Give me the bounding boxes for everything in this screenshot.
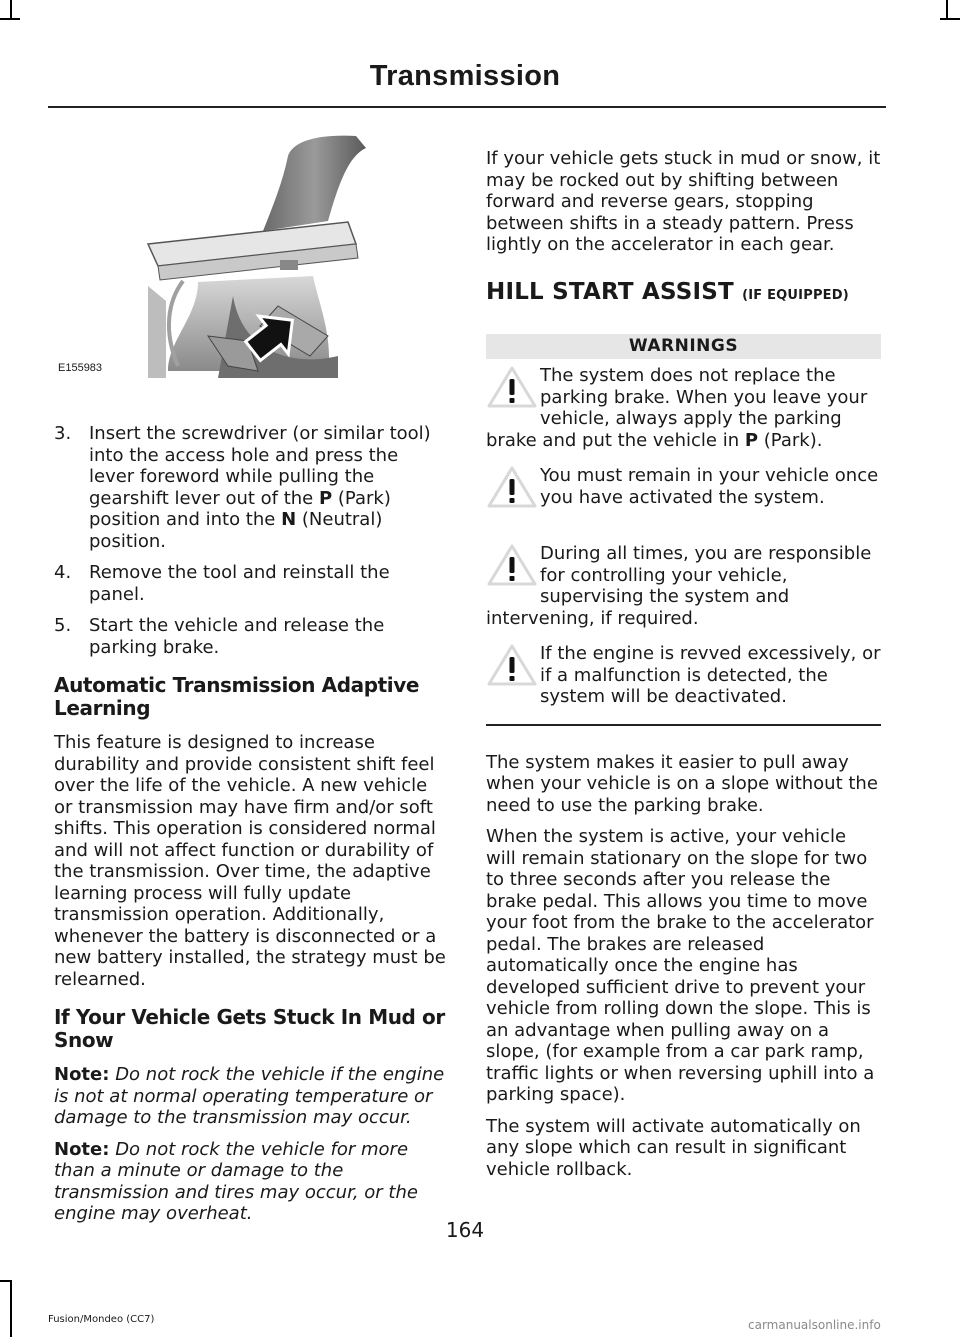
warnings-divider	[486, 724, 881, 726]
step-number: 3.	[54, 423, 72, 444]
warning-text-part: (Park).	[758, 429, 823, 451]
note-text: Do not rock the vehicle if the engine is not at normal operating temperature or damage to the transmission may occur.	[54, 1064, 445, 1128]
list-item	[54, 562, 449, 605]
warning-item	[486, 465, 881, 529]
crop-mark	[940, 18, 960, 20]
procedure-steps	[54, 423, 449, 658]
warning-triangle-icon	[486, 643, 538, 687]
adaptive-learning-heading: Automatic Transmission Adaptive Learning	[54, 673, 420, 720]
crop-mark	[0, 1280, 12, 1282]
warnings-header: WARNINGS	[486, 334, 881, 359]
step-text-part: (Park) position and into the	[89, 487, 391, 530]
warning-text-part: The system does not replace the parking brake. When you leave your vehicle, always apply the parking brake and put the vehicle in	[486, 365, 868, 451]
stuck-heading: If Your Vehicle Gets Stuck In Mud or Snow	[54, 1005, 445, 1052]
crop-mark	[10, 0, 12, 20]
section-title-suffix: (IF EQUIPPED)	[742, 287, 849, 303]
warning-triangle-icon	[486, 543, 538, 587]
body-paragraph: When the system is active, your vehicle will remain stationary on the slope for two to three seconds after you release the brake pedal. This allows you time to move your foot from the brake to the accelerator pedal. The brakes are released automatically once the engine has developed sufficient drive to prevent your vehicle from rolling down the slope. This is an advantage when pulling away on a slope, (for example from a car park ramp, traffic lights or when reversing uphill into a parking space).	[486, 826, 875, 1105]
warning-text: During all times, you are responsible for controlling your vehicle, supervising the system and intervening, if required.	[486, 543, 872, 629]
step-number: 4.	[54, 562, 72, 583]
warning-text: If the engine is revved excessively, or if a malfunction is detected, the system will be deactivated.	[540, 643, 881, 707]
footer-model: Fusion/Mondeo (CC7)	[48, 1314, 155, 1325]
warning-triangle-icon	[486, 365, 538, 409]
step-text-part: Insert the screwdriver (or similar tool) into the access hole and press the lever foreword while pulling the gearshift lever out of the	[89, 423, 431, 509]
list-item	[54, 615, 449, 658]
gearshift-panel-illustration	[48, 126, 446, 378]
warning-item	[486, 365, 881, 451]
warning-triangle-icon	[486, 465, 538, 509]
step-text-part: (Neutral) position.	[89, 509, 383, 552]
warning-item	[486, 543, 881, 629]
step-number: 5.	[54, 615, 72, 636]
gearshift-illustration-graphic	[48, 126, 446, 378]
note	[54, 1064, 449, 1129]
crop-mark	[946, 0, 948, 20]
stuck-intro-paragraph: If your vehicle gets stuck in mud or snow, it may be rocked out by shifting between forward and reverse gears, stopping between shifts in a steady pattern. Press lightly on the accelerator in each gear.	[486, 148, 881, 255]
adaptive-learning-paragraph: This feature is designed to increase durability and provide consistent shift feel over the life of the vehicle. A new vehicle or transmission may have firm and/or soft shifts. This operation is considered normal and will not affect function or durability of the transmission. Over time, the adaptive learning process will fully update transmission operation. Additionally, whenever the battery is disconnected or a new battery installed, the strategy must be relearned.	[54, 732, 446, 990]
warning-text: You must remain in your vehicle once you have activated the system.	[540, 465, 879, 508]
gear-letter-p: P	[744, 429, 759, 451]
crop-mark	[0, 18, 20, 20]
warning-text	[486, 365, 867, 451]
section-title-text: HILL START ASSIST	[486, 278, 734, 305]
crop-mark	[10, 1280, 12, 1337]
watermark: carmanualsonline.info	[748, 1318, 881, 1332]
note-label: Note:	[54, 1064, 110, 1085]
title-rule	[48, 106, 886, 108]
gear-letter-p: P	[318, 487, 333, 509]
page-number: 164	[445, 1218, 485, 1242]
figure-code: E155983	[58, 362, 103, 374]
page-title: Transmission	[369, 60, 561, 92]
right-column	[486, 148, 881, 1190]
note-label: Note:	[54, 1138, 110, 1160]
step-text	[89, 423, 431, 552]
note-text: Do not rock the vehicle for more than a minute or damage to the transmission and tires may occur, or the engine may overheat.	[54, 1138, 418, 1224]
step-text: Remove the tool and reinstall the panel.	[89, 562, 390, 605]
left-column	[54, 423, 449, 1235]
body-paragraph: The system will activate automatically on any slope which can result in significant vehicle rollback.	[486, 1115, 861, 1180]
body-paragraph: The system makes it easier to pull away when your vehicle is on a slope without the need to use the parking brake.	[486, 751, 878, 816]
note	[54, 1139, 449, 1225]
gear-letter-n: N	[281, 509, 297, 530]
warning-item	[486, 643, 881, 708]
step-text: Start the vehicle and release the parking brake.	[89, 615, 385, 658]
list-item	[54, 423, 449, 552]
section-title	[486, 278, 881, 307]
